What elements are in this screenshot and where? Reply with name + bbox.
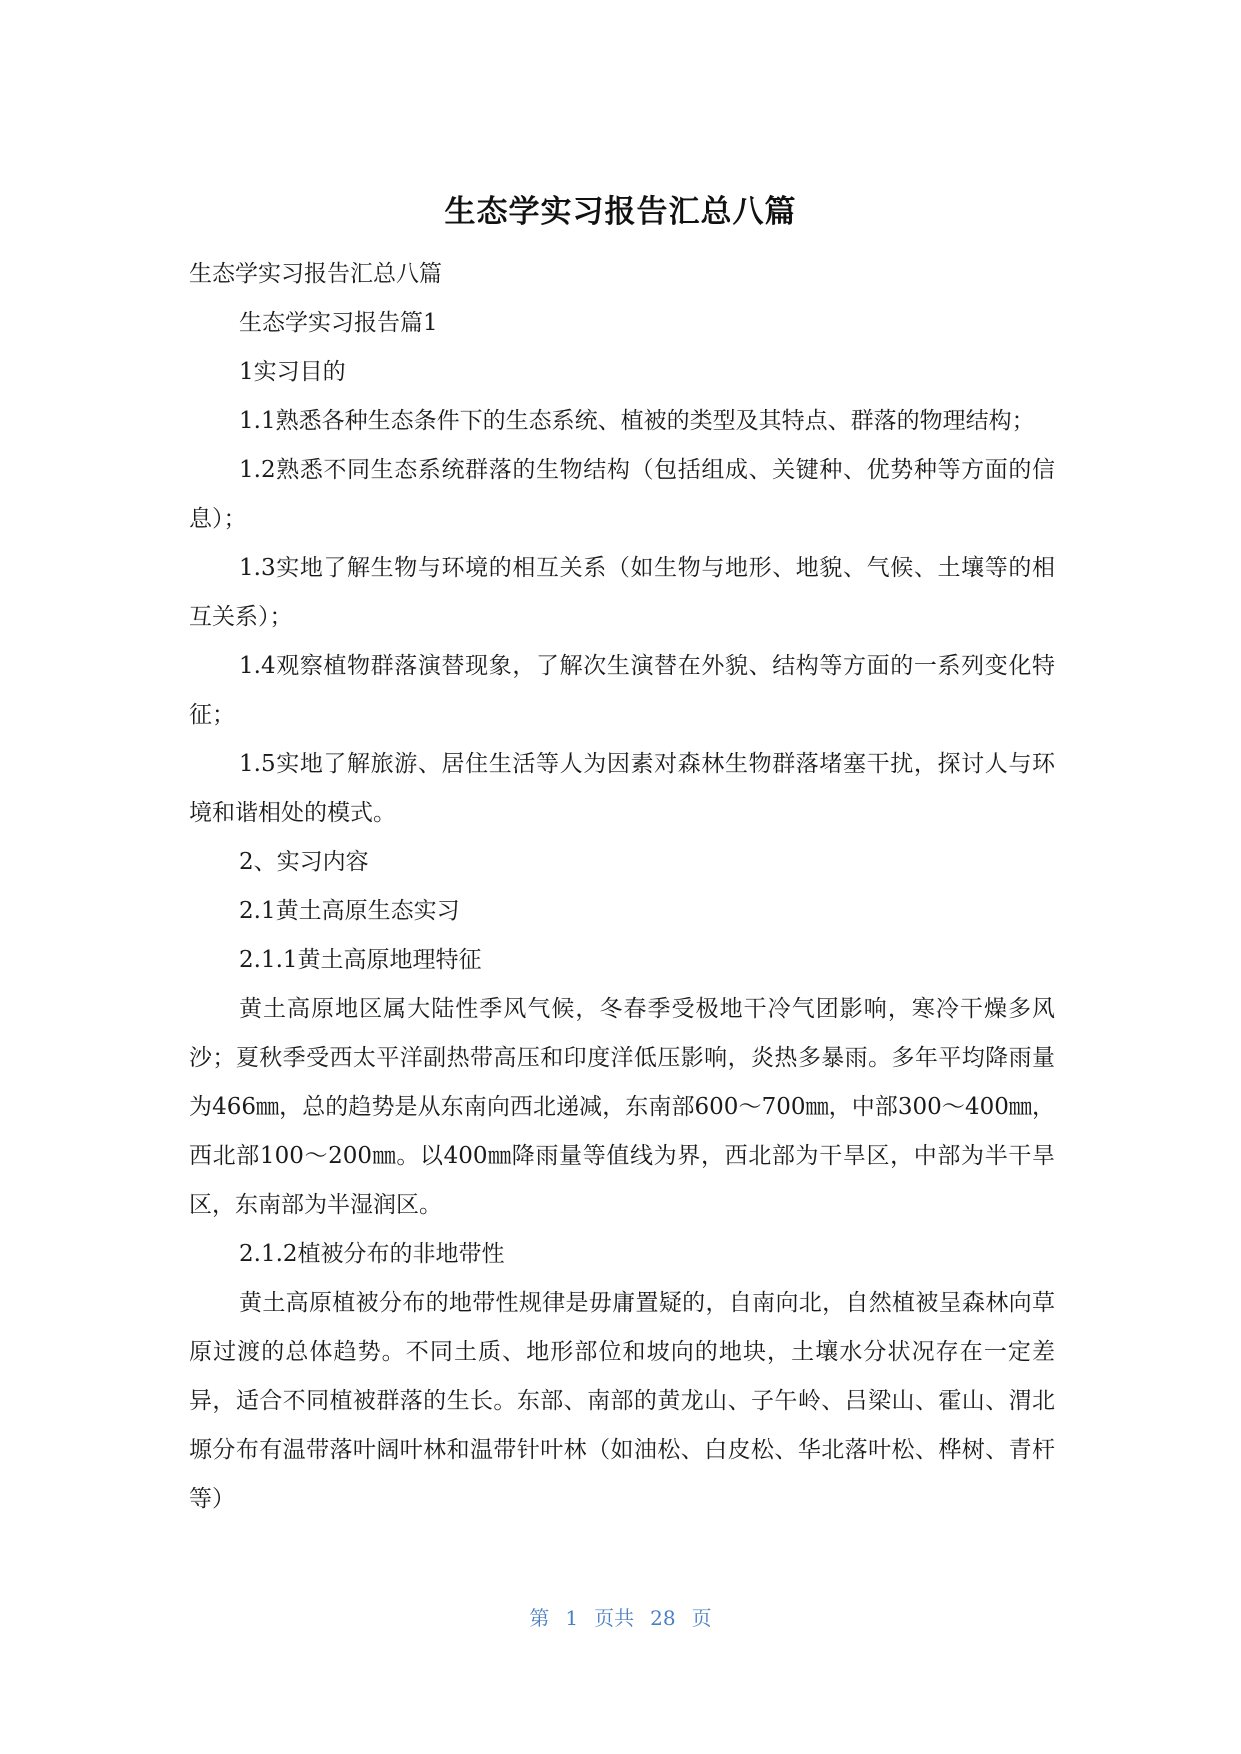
paragraph: 1.1熟悉各种生态条件下的生态系统、植被的类型及其特点、群落的物理结构； [239, 408, 1035, 434]
footer-middle: 页共 [594, 1606, 635, 1630]
footer-current-page: 1 [565, 1606, 579, 1630]
paragraph: 1.4观察植物群落演替现象，了解次生演替在外貌、结构等方面的一系列变化特征； [189, 653, 1055, 728]
paragraph: 生态学实习报告汇总八篇 [189, 261, 442, 287]
footer-prefix: 第 [529, 1606, 550, 1630]
footer-suffix: 页 [691, 1606, 712, 1630]
paragraph: 1实习目的 [239, 359, 346, 385]
document-title: 生态学实习报告汇总八篇 [444, 194, 797, 230]
paragraph: 1.2熟悉不同生态系统群落的生物结构（包括组成、关键种、优势种等方面的信息）； [189, 457, 1055, 532]
paragraph: 1.3实地了解生物与环境的相互关系（如生物与地形、地貌、气候、土壤等的相互关系）； [189, 555, 1055, 630]
paragraph: 2.1黄土高原生态实习 [239, 898, 460, 924]
paragraph: 2、实习内容 [239, 849, 369, 875]
footer-total-pages: 28 [650, 1606, 676, 1630]
paragraph: 2.1.2植被分布的非地带性 [239, 1241, 505, 1267]
paragraph: 黄土高原地区属大陆性季风气候，冬春季受极地干冷气团影响，寒冷干燥多风沙；夏秋季受西太平洋副热带高压和印度洋低压影响，炎热多暴雨。多年平均降雨量为466㎜，总的趋势是从东南向西北递减，东南部600～700㎜，中部300～400㎜，西北部100～200㎜。以400㎜降雨量等值线为界，西北部为干旱区，中部为半干旱区，东南部为半湿润区。 [189, 996, 1055, 1218]
paragraph: 生态学实习报告篇1 [239, 310, 438, 336]
paragraph: 1.5实地了解旅游、居住生活等人为因素对森林生物群落堵塞干扰，探讨人与环境和谐相处的模式。 [189, 751, 1055, 826]
paragraph: 黄土高原植被分布的地带性规律是毋庸置疑的，自南向北，自然植被呈森林向草原过渡的总体趋势。不同土质、地形部位和坡向的地块，土壤水分状况存在一定差异，适合不同植被群落的生长。东部、南部的黄龙山、子午岭、吕梁山、霍山、渭北塬分布有温带落叶阔叶林和温带针叶林（如油松、白皮松、华北落叶松、桦树、青杆等） [189, 1290, 1055, 1512]
page-footer [0, 1602, 1241, 1631]
document-body [189, 250, 1055, 1524]
paragraph: 2.1.1黄土高原地理特征 [239, 947, 482, 973]
